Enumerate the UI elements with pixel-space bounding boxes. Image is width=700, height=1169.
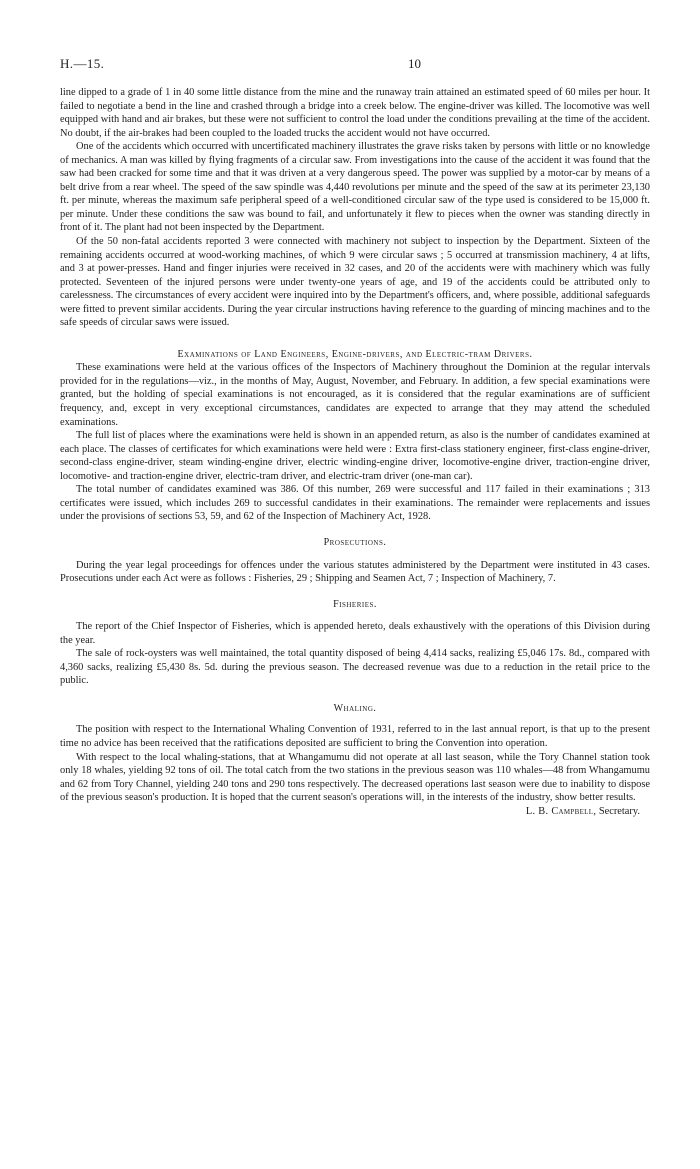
paragraph: line dipped to a grade of 1 in 40 some little distance from the mine and the runaway train attained an estimated speed of 60 miles per hour. It failed to negotiate a bend in the line and crashed through a bridge into a creek below. The engine-driver was killed. The locomotive was well equipped with hand and air brakes, but these were not sufficient to control the load under the conditions prevailing at the time of the accident. No doubt, if the air-brakes had been coupled to the loaded trucks the accident would not have occurred. [60,87,650,139]
paragraph: These examinations were held at the various offices of the Inspectors of Machinery throughout the Dominion at the regular intervals provided for in the regulations—viz., in the months of May, August, November, and February. In addition, a few special examinations were granted, but the holding of special examinations is not encouraged, as it is considered that the regular examinations are of sufficient frequency, and, except in very exceptional circumstances, candidates are expected to arrange that they may attend the scheduled examinations. [60,362,650,428]
section-heading-whaling: Whaling. [333,702,377,714]
page-header [60,56,650,74]
document-reference: H.—15. [60,56,105,71]
signature [60,805,650,819]
paragraph: During the year legal proceedings for offences under the various statutes administered by the Department were instituted in 43 cases. Prosecutions under each Act were as follows : Fisheries, 29 ; Shipping and Seamen Act, 7 ; Inspection of Machinery, 7. [60,559,650,585]
paragraph: Of the 50 non-fatal accidents reported 3 were connected with machinery not subject to inspection by the Department. Sixteen of the remaining accidents occurred at wood-working machines, of which 9 were circular saws ; 5 occurred at transmission machinery, 4 at lifts, and 3 at power-presses. Hand and finger injuries were received in 32 cases, and 20 of the accidents were with machinery which was fully protected. Seventeen of the injured persons were under twenty-one years of age, and 19 of the accidents could be attributed only to carelessness. The circumstances of every accident were inquired into by the Department's officers, and, where possible, additional safeguards were fitted to prevent similar accidents. During the year circular instructions having reference to the guarding of mincing machines and to the safe speeds of circular saws were issued. [60,236,650,329]
paragraph: The report of the Chief Inspector of Fisheries, which is appended hereto, deals exhaustively with the operations of this Division during the year. [60,621,650,646]
signature-name: L. B. Campbell, [525,805,597,817]
section-heading-examinations: Examinations of Land Engineers, Engine-drivers, and Electric-tram Drivers. [177,348,533,360]
paragraph: With respect to the local whaling-stations, that at Whangamumu did not operate at all last season, while the Tory Channel station took only 18 whales, yielding 92 tons of oil. The total catch from the two stations in the previous season was 110 whales—48 from Whangamumu and 62 from Tory Channel, yielding 240 tons and 290 tons respectively. The decreased operations last season were due to inability to dispose of the previous season's production. It is hoped that the current season's operations will, in the interests of the industry, show better results. [60,751,650,804]
paragraph: The total number of candidates examined was 386. Of this number, 269 were successful and 117 failed in their examinations ; 313 certificates were issued, which includes 269 to successful candidates in their examinations. The remainder were replacements and issues under the provisions of sections 53, 59, and 62 of the Inspection of Machinery Act, 1928. [60,484,650,523]
paragraph: The full list of places where the examinations were held is shown in an appended return, as also is the number of candidates examined at each place. The classes of certificates for which examinations were held were : Extra first-class stationery engineer, first-class engine-driver, second-class engine-driver, steam winding-engine driver, electric winding-engine driver, locomotive-engine driver, traction-engine driver, locomotive- and traction-engine driver, electric-tram driver, and electric-tram driver (one-man car). [60,430,650,482]
section-heading-prosecutions: Prosecutions. [323,536,387,548]
signature-title: Secretary. [598,805,640,817]
page-number: 10 [408,56,421,71]
paragraph: The sale of rock-oysters was well maintained, the total quantity disposed of being 4,414 sacks, realizing £5,046 17s. 8d., compared with 4,360 sacks, realizing £5,430 8s. 5d. during the previous season. The decreased revenue was due to a reduction in the retail price to the public. [60,648,650,687]
paragraph: The position with respect to the International Whaling Convention of 1931, referred to in the last annual report, is that up to the present time no advice has been received that the ratifications deposited are sufficient to bring the Convention into operation. [60,724,650,749]
paragraph: One of the accidents which occurred with uncertificated machinery illustrates the grave risks taken by persons with little or no knowledge of mechanics. A man was killed by flying fragments of a circular saw. From investigations into the cause of the accident it was found that the saw had been cracked for some time and that it was driven at a very dangerous speed. The power was supplied by a motor-car by means of a belt drive from a rear wheel. The speed of the saw spindle was 4,440 revolutions per minute and the speed of the saw at its perimeter 23,130 ft. per minute, whereas the maximum safe peripheral speed of a well-conditioned circular saw of the type used is considered to be 15,000 ft. per minute. Under these conditions the saw was bound to fail, and unfortunately it flew to pieces when the owner was standing directly in front of it. The plant had not been inspected by the Department. [60,141,650,234]
section-heading-fisheries: Fisheries. [333,598,377,610]
document-body [60,86,650,818]
